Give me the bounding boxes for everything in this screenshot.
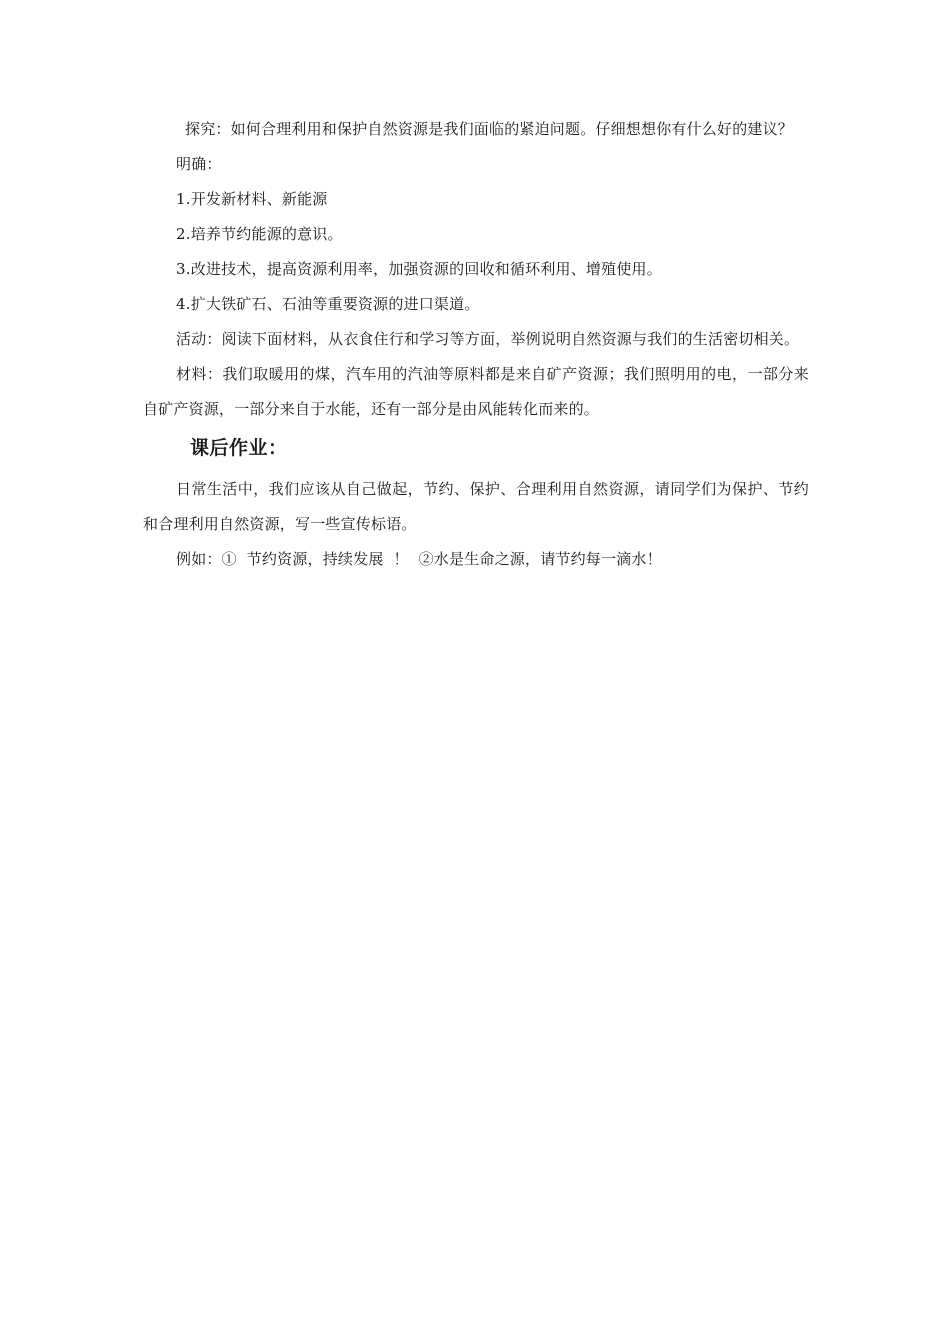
material-paragraph: 材料：我们取暖用的煤，汽车用的汽油等原料都是来自矿产资源；我们照明用的电，一部分来自矿产资源，一部分来自于水能，还有一部分是由风能转化而来的。: [143, 365, 809, 418]
activity-paragraph: 活动：阅读下面材料，从衣食住行和学习等方面，举例说明自然资源与我们的生活密切相关。: [176, 330, 800, 348]
homework-paragraph: 日常生活中，我们应该从自己做起，节约、保护、合理利用自然资源，请同学们为保护、节约和合理利用自然资源，写一些宣传标语。: [143, 480, 809, 533]
list-item-1: 1.开发新材料、新能源: [176, 190, 328, 208]
list-item-3: 3.改进技术，提高资源利用率，加强资源的回收和循环利用、增殖使用。: [176, 260, 662, 278]
clarify-label: 明确：: [176, 155, 222, 173]
example-paragraph: 例如：① 节约资源，持续发展 ！ ②水是生命之源，请节约每一滴水！: [176, 550, 662, 568]
homework-heading: 课后作业：: [190, 437, 288, 459]
document-body: [143, 112, 809, 577]
list-item-2: 2.培养节约能源的意识。: [176, 225, 343, 243]
inquiry-paragraph: 探究：如何合理利用和保护自然资源是我们面临的紧迫问题。仔细想想你有什么好的建议？: [185, 120, 794, 138]
list-item-4: 4.扩大铁矿石、石油等重要资源的进口渠道。: [176, 295, 480, 313]
